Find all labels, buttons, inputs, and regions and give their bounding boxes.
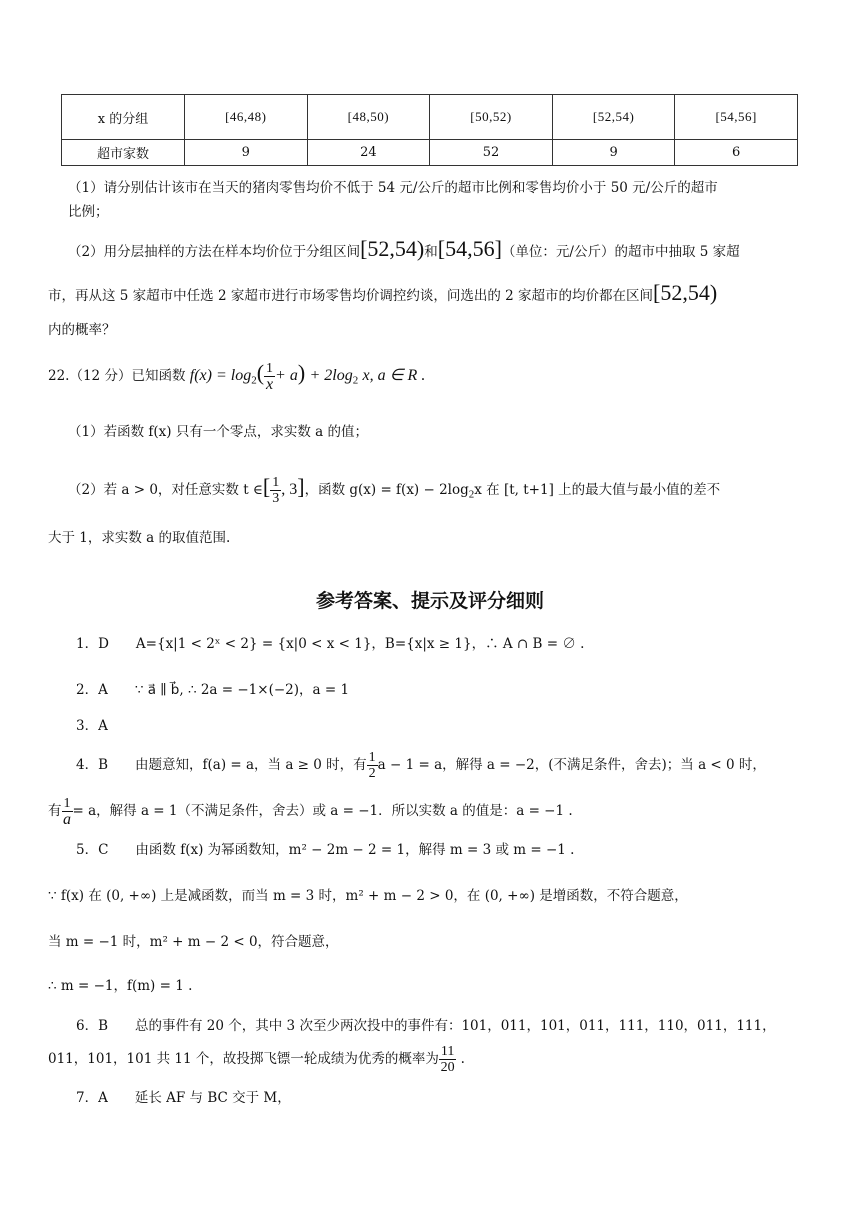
answer-6-line1: 6．B 总的事件有 20 个，其中 3 次至少两次投中的事件有：101，011，101，011，111，110，011，111， [76,1018,776,1034]
answer-4-line2 [48,796,573,827]
fraction [367,750,378,781]
answer-text: 有 [48,803,62,819]
denominator: 20 [440,1060,455,1075]
q22-text: x 在 [t, t+1] 上的最大值与最小值的差不 [474,482,721,498]
q22-part1: （1）若函数 f(x) 只有一个零点，求实数 a 的值； [68,424,368,440]
q22-part2-line2: 大于 1，求实数 a 的取值范围. [48,530,231,546]
answer-5-line2: ∵ f(x) 在 (0, +∞) 上是减函数，而当 m = 3 时，m² + m − 2 > 0，在 (0, +∞) 是增函数，不符合题意， [48,888,688,904]
answer-5-line1: 5．C 由函数 f(x) 为幂函数知，m² − 2m − 2 = 1，解得 m = 3 或 m = −1 . [76,842,575,858]
table-count: 9 [185,140,308,166]
denominator: 3 [272,491,280,506]
math: x, a ∈ R . [362,367,426,384]
answer-3: 3．A [76,718,108,734]
answer-6-line2: 011，101，101 共 11 个，故投掷飞镖一轮成绩为优秀的概率为 $\frac{11}{20}$ . [48,1044,465,1075]
answer-4-line1 [76,750,766,781]
q22-text: （2）若 a > 0，对任意实数 t ∈ [68,482,263,498]
fraction [264,361,275,392]
numerator: 1 [266,361,274,376]
q21-text: （2）用分层抽样的方法在样本均价位于分组区间 [68,244,361,260]
subscript: 2 [468,488,475,501]
table-row-label: 超市家数 [62,140,185,166]
table-count: 9 [552,140,675,166]
answer-text: = a，解得 a = 1（不满足条件，舍去）或 a = −1．所以实数 a 的值是：a = −1 . [72,803,573,819]
answer-7: 7．A 延长 AF 与 BC 交于 M， [76,1090,291,1106]
fraction [62,796,73,827]
denominator: 2 [368,766,376,781]
table-count: 52 [430,140,553,166]
q21-part1-line1: （1）请分别估计该市在当天的猪肉零售均价不低于 54 元/公斤的超市比例和零售均价小于 50 元/公斤的超市 [68,180,718,196]
q21-part1-line2: 比例； [68,204,109,220]
math: + 2log [309,367,353,384]
grouping-table [61,94,798,166]
q22-stem: 22.（12 分）已知函数 $f(x) = \log_2$( $\frac{1}{x}$ + $a) + 2\log_2$ x, a ∈ R . [48,360,426,393]
table-header-label: x 的分组 [62,95,185,140]
interval: [54,56] [437,236,502,261]
q22-text: ，函数 g(x) = f(x) − 2log [304,482,469,498]
table-interval: [54,56] [675,95,798,140]
table-interval: [50,52) [430,95,553,140]
answer-text: 011，101，101 共 11 个，故投掷飞镖一轮成绩为优秀的概率为 [48,1051,439,1067]
denominator: x [265,376,274,393]
answers-heading: 参考答案、提示及评分细则 [315,590,544,612]
answer-5-line3: 当 m = −1 时，m² + m − 2 < 0，符合题意， [48,934,339,950]
interval: [52,54) [360,236,425,261]
answer-text: a − 1 = a，解得 a = −2，(不满足条件，舍去)；当 a < 0 时， [377,757,766,773]
math: + a [275,367,298,384]
table-count: 24 [307,140,430,166]
fraction [270,475,281,506]
answer-text: 4．B 由题意知，f(a) = a，当 a ≥ 0 时，有 [76,757,367,773]
q22-text: 22.（12 分）已知函数 [48,368,186,384]
answer-2: 2．A ∵ a⃗ ∥ b⃗, ∴ 2a = −1×(−2)，a = 1 [76,682,350,698]
numerator: 1 [63,796,71,811]
q21-text: 市，再从这 5 家超市中任选 2 家超市进行市场零售均价调控约谈，问选出的 2 家超市的均价都在区间 [48,288,654,304]
subscript: 2 [352,374,359,387]
q21-part2-line1 [68,236,740,262]
table-count: 6 [675,140,798,166]
denominator: a [63,811,71,828]
answer-5-line4: ∴ m = −1，f(m) = 1 . [48,978,193,994]
numerator: 1 [272,475,280,490]
answer-1: 1．D A={x|1 < 2ˣ < 2} = {x|0 < x < 1}，B={x|x ≥ 1}，∴ A ∩ B = ∅ . [76,636,585,652]
table-interval: [52,54) [552,95,675,140]
math: f(x) = log [189,367,252,384]
math: , 3 [281,481,298,498]
numerator: 11 [440,1044,455,1059]
q21-text: （单位：元/公斤）的超市中抽取 5 家超 [501,244,740,260]
q22-part2-line1: （2）若 a > 0，对任意实数 t ∈[ $\frac{1}{3}$ , 3]，函数 $g(x) = f(x) - 2\log_2x$ 在 [t, t+1] 上的最大值与最小值的差不 [68,474,721,506]
table-interval: [46,48) [185,95,308,140]
q21-part2-line3: 内的概率？ [48,322,116,338]
table-interval: [48,50) [307,95,430,140]
subscript: 2 [251,374,257,387]
fraction [439,1044,456,1075]
q21-text: 和 [424,244,438,260]
numerator: 1 [368,750,376,765]
interval: [52,54) [653,280,718,305]
q21-part2-line2 [48,280,717,306]
